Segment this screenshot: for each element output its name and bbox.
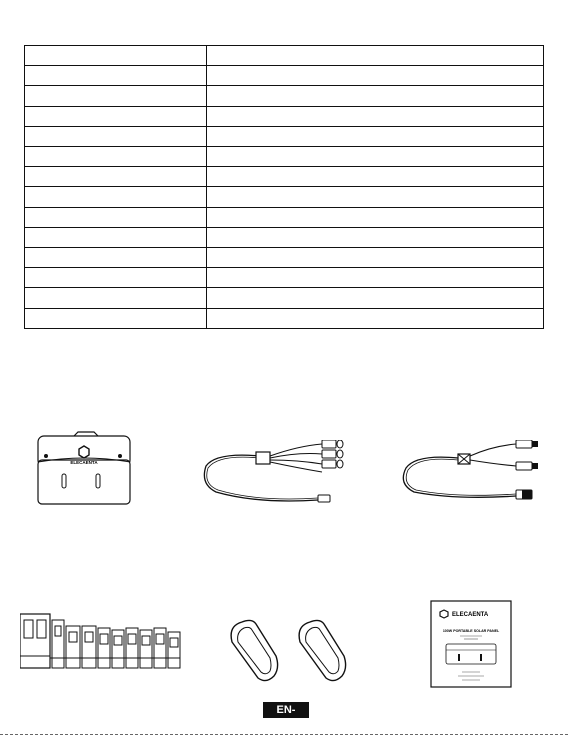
spec-key-cell: [25, 187, 207, 207]
spec-key-cell: [25, 147, 207, 167]
spec-key-cell: [25, 106, 207, 126]
spec-value-cell: [207, 147, 544, 167]
spec-row: [25, 207, 544, 227]
spec-row: [25, 187, 544, 207]
spec-row: [25, 288, 544, 308]
manual-brand-text: ELECAENTA: [452, 612, 489, 618]
spec-row: [25, 268, 544, 288]
carabiners-illustration: [228, 616, 368, 684]
adapter-cable-illustration: [198, 440, 356, 512]
spec-row: [25, 106, 544, 126]
spec-value-cell: [207, 106, 544, 126]
user-manual-illustration: [430, 600, 512, 688]
spec-key-cell: [25, 46, 207, 66]
spec-value-cell: [207, 167, 544, 187]
spec-row: [25, 126, 544, 146]
language-badge: EN-: [263, 702, 309, 718]
bag-brand-text: ELECAENTA: [70, 460, 98, 465]
connector-adapters-illustration: [20, 612, 188, 670]
spec-value-cell: [207, 308, 544, 328]
manual-title-text: 100W PORTABLE SOLAR PANEL: [442, 629, 500, 633]
spec-value-cell: [207, 126, 544, 146]
spec-key-cell: [25, 227, 207, 247]
spec-table: [24, 45, 544, 329]
spec-key-cell: [25, 248, 207, 268]
spec-value-cell: [207, 207, 544, 227]
spec-row: [25, 167, 544, 187]
spec-key-cell: [25, 268, 207, 288]
spec-row: [25, 227, 544, 247]
spec-key-cell: [25, 207, 207, 227]
spec-key-cell: [25, 288, 207, 308]
spec-value-cell: [207, 66, 544, 86]
spec-value-cell: [207, 227, 544, 247]
spec-key-cell: [25, 126, 207, 146]
spec-key-cell: [25, 66, 207, 86]
spec-value-cell: [207, 268, 544, 288]
spec-value-cell: [207, 86, 544, 106]
spec-row: [25, 248, 544, 268]
spec-key-cell: [25, 167, 207, 187]
spec-row: [25, 308, 544, 328]
solar-panel-bag-illustration: [32, 430, 132, 506]
y-branch-cable-illustration: [396, 440, 542, 512]
spec-row: [25, 46, 544, 66]
spec-value-cell: [207, 187, 544, 207]
spec-key-cell: [25, 308, 207, 328]
spec-row: [25, 147, 544, 167]
spec-row: [25, 66, 544, 86]
page-bottom-divider: [0, 734, 568, 735]
brand-logo-icon: [79, 446, 89, 458]
spec-value-cell: [207, 288, 544, 308]
spec-row: [25, 86, 544, 106]
spec-key-cell: [25, 86, 207, 106]
spec-value-cell: [207, 248, 544, 268]
spec-value-cell: [207, 46, 544, 66]
